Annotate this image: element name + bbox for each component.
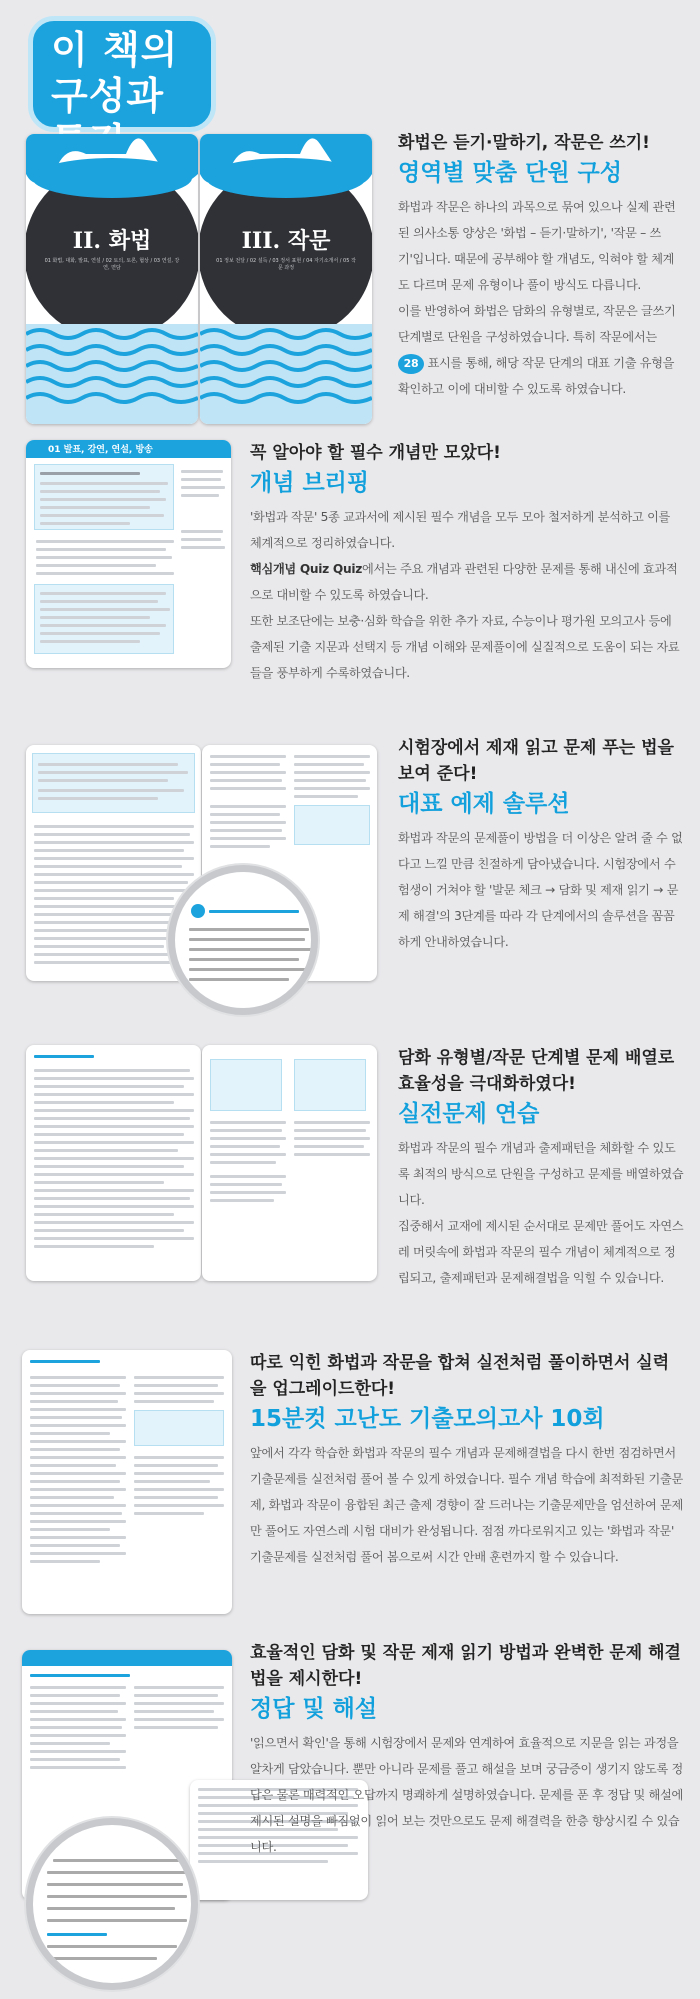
thumb-header-title: 01 발표, 강연, 연설, 방송 (48, 445, 153, 455)
thumb-figure (294, 1059, 366, 1111)
briefing-page-thumbnail (26, 440, 231, 668)
section-paragraph (250, 556, 684, 608)
thumb-text-box (32, 753, 195, 813)
cover-subtitle: 01 정보 전달 / 02 설득 / 03 정서 표현 / 04 자기소개서 / 05 작문 과정 (216, 258, 356, 271)
paragraph-text: 이를 반영하여 화법은 담화의 유형별로, 작문은 글쓰기 단계별로 단원을 구성하였습니다. 특히 작문에서는 (398, 304, 676, 344)
section-paragraph: 화법과 작문의 필수 개념과 출제패턴을 체화할 수 있도록 최적의 방식으로 단원을 구성하고 문제를 배열하였습니다. (398, 1141, 684, 1207)
section-lead: 따로 익힌 화법과 작문을 합쳐 실전처럼 풀이하면서 실력을 업그레이드한다! (250, 1353, 670, 1399)
section-lead: 시험장에서 제재 읽고 문제 푸는 법을 보여 준다! (398, 738, 674, 784)
section-text (250, 1640, 684, 1860)
section-mock-exams (0, 1350, 700, 1630)
section-paragraph: 또한 보조단에는 보충·심화 학습을 위한 추가 자료, 수능이나 평가원 모의고사 등에 출제된 기출 지문과 선택지 등 개념 이해와 문제풀이에 실질적으로 도움이 되는 자료들을 풍부하게 수록하였습니다. (250, 614, 680, 680)
section-heading: 영역별 맞춤 단원 구성 (398, 160, 622, 186)
thumb-figure (210, 1059, 282, 1111)
section-lead: 꼭 알아야 할 필수 개념만 모았다! (250, 443, 501, 463)
thumb-header-bar (22, 1650, 232, 1666)
paragraph-text: 표시를 통해, 해당 작문 단계의 대표 기출 유형을 확인하고 이에 대비할 수 있도록 하였습니다. (398, 356, 675, 396)
section-text (398, 735, 684, 955)
section-paragraph: 화법과 작문의 문제풀이 방법을 더 이상은 알려 줄 수 없다고 느낄 만큼 친절하게 담아냈습니다. 시험장에서 수험생이 거쳐야 할 '발문 체크 → 담화 및 제재 읽기 → 문제 해결'의 3단계를 따라 각 단계에서의 솔루션을 꼼꼼하게 안내하였습니다. (398, 831, 683, 949)
mock-exam-thumbnail (22, 1350, 232, 1614)
practice-page-right (202, 1045, 377, 1281)
section-lead: 담화 유형별/작문 단계별 문제 배열로 효율성을 극대화하였다! (398, 1048, 675, 1094)
section-heading: 정답 및 해설 (250, 1696, 378, 1722)
section-unit-structure (0, 120, 700, 440)
thumb-figure (294, 805, 370, 845)
section-paragraph: '읽으면서 확인'을 통해 시험장에서 문제와 연계하여 효율적으로 지문을 읽는 과정을 알차게 담았습니다. 뿐만 아니라 문제를 풀고 해설을 보며 궁금증이 생기지 않도록 정답은 물론 매력적인 오답까지 명쾌하게 설명하였습니다. 문제를 푼 후 정답 및 해설에 제시된 설명을 빠짐없이 읽어 보는 것만으로도 문제 해결력을 한층 향상시킬 수 있습니다. (250, 1736, 683, 1854)
section-example-solution (0, 735, 700, 1025)
section-paragraph: 집중해서 교재에 제시된 순서대로 문제만 풀어도 자연스레 머릿속에 화법과 작문의 필수 개념이 체계적으로 정립되고, 출제패턴과 문제해결법을 익힐 수 있습니다. (398, 1219, 684, 1285)
cover-thumbnail-writing (200, 134, 372, 424)
thumb-text-box (134, 1410, 224, 1446)
magnifier-zoom (168, 865, 318, 1015)
hero-title-line2: 구성과 (51, 74, 165, 118)
section-text (398, 130, 684, 402)
pattern-badge: 28 (398, 354, 424, 374)
cover-subtitle: 01 화법, 대화, 발표, 연설 / 02 토의, 토론, 협상 / 03 연설, 강연, 면담 (44, 258, 180, 271)
section-lead: 화법은 듣기·말하기, 작문은 쓰기! (398, 133, 650, 153)
magnifier-zoom (26, 1818, 198, 1990)
section-answers (0, 1640, 700, 1995)
section-concept-briefing (0, 440, 700, 690)
cover-thumbnail-speech (26, 134, 198, 424)
section-text (398, 1045, 684, 1291)
section-paragraph: '화법과 작문' 5종 교과서에 제시된 필수 개념을 모두 모아 철저하게 분석하고 이를 체계적으로 정리하였습니다. (250, 510, 671, 550)
section-paragraph: 화법과 작문은 하나의 과목으로 묶여 있으나 실제 관련된 의사소통 양상은 '화법 – 듣기·말하기', '작문 – 쓰기'입니다. 때문에 공부해야 할 개념도, 익혀야 할 체계도 다르며 문제 유형이나 풀이 방식도 다릅니다. (398, 200, 676, 292)
cover-title: II. 화법 (72, 228, 152, 254)
hero-badge (28, 16, 216, 132)
section-heading: 대표 예제 솔루션 (398, 791, 570, 817)
paragraph-text: 에서는 주요 개념과 관련된 다양한 문제를 통해 내신에 효과적으로 대비할 수 있도록 하였습니다. (250, 562, 678, 602)
section-paragraph: 앞에서 각각 학습한 화법과 작문의 필수 개념과 문제해결법을 다시 한번 점검하면서 기출문제를 실전처럼 풀어 볼 수 있게 하였습니다. 필수 개념 학습에 최적화된 기출문제, 화법과 작문이 융합된 최근 출제 경향이 잘 드러나는 기출문제만을 엄선하여 문제만 풀어도 자연스레 시험 대비가 완성됩니다. 점점 까다로워지고 있는 '화법과 작문' 기출문제를 실전처럼 풀어 봄으로써 시간 안배 훈련까지 할 수 있습니다. (250, 1446, 683, 1564)
cover-title: III. 작문 (241, 228, 331, 254)
section-text (250, 440, 684, 686)
section-practice (0, 1045, 700, 1305)
cover-art (200, 134, 372, 424)
section-heading: 개념 브리핑 (250, 470, 370, 496)
section-text (250, 1350, 684, 1570)
practice-page-left (26, 1045, 201, 1281)
quiz-label: 핵심개념 Quiz Quiz (250, 562, 362, 576)
section-heading: 실전문제 연습 (398, 1101, 540, 1127)
section-paragraph (398, 298, 684, 402)
section-heading: 15분컷 고난도 기출모의고사 10회 (250, 1406, 605, 1432)
cover-art (26, 134, 198, 424)
hero-title-line1: 이 책의 (51, 28, 179, 72)
section-lead: 효율적인 담화 및 작문 제재 읽기 방법과 완벽한 문제 해결법을 제시한다! (250, 1643, 681, 1689)
